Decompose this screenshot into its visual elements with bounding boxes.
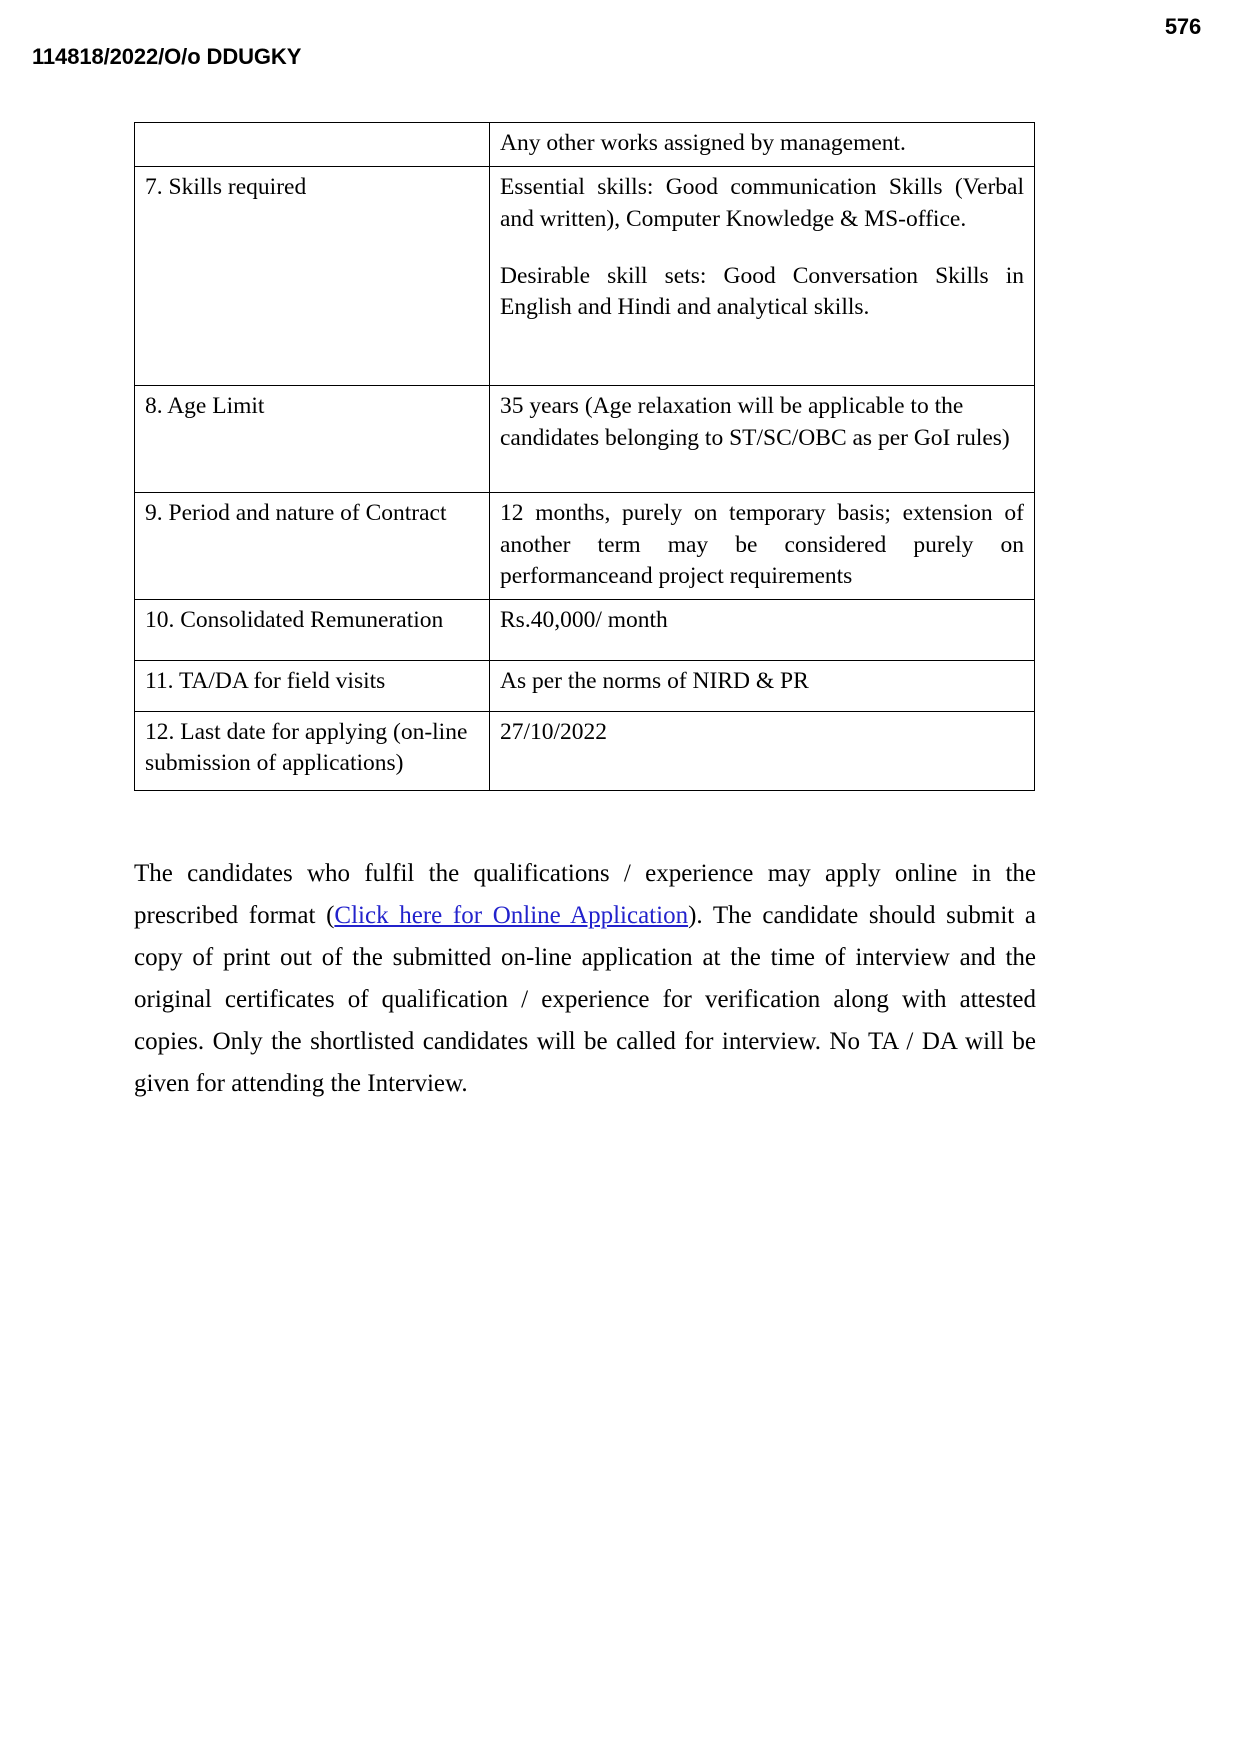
desirable-skills-text: Desirable skill sets: Good Conversation Skills in English and Hindi and analytical skills.: [500, 262, 1024, 320]
essential-skills-text: Essential skills: Good communication Skills (Verbal and written), Computer Knowledge & MS-office.: [500, 174, 1024, 232]
table-cell-label: 11. TA/DA for field visits: [135, 661, 490, 712]
table-row: [135, 123, 1035, 167]
table-cell-value: 12 months, purely on temporary basis; extension of another term may be considered purely on performanceand project requirements: [490, 493, 1035, 600]
table-cell-value: As per the norms of NIRD & PR: [490, 661, 1035, 712]
table-cell-value: 27/10/2022: [490, 712, 1035, 791]
instructions-paragraph: [134, 853, 1036, 1105]
table-cell-value: 35 years (Age relaxation will be applicable to the candidates belonging to ST/SC/OBC as per GoI rules): [490, 386, 1035, 493]
page-number: 576: [1164, 14, 1201, 39]
paragraph-text-after-link: ). The candidate should submit a copy of print out of the submitted on-line application at the time of interview and the original certificates of qualification / experience for verification along with attested copies. Only the shortlisted candidates will be called for interview. No TA / DA will be given for attending the Interview.: [134, 902, 1036, 1097]
table-row: [135, 600, 1035, 661]
table-cell-label: 8. Age Limit: [135, 386, 490, 493]
table-cell-label: 9. Period and nature of Contract: [135, 493, 490, 600]
online-application-link[interactable]: Click here for Online Application: [334, 902, 689, 929]
cell-spacer: [500, 235, 1024, 261]
table-row: [135, 386, 1035, 493]
table-row: [135, 167, 1035, 386]
table-row: [135, 712, 1035, 791]
table-row: [135, 661, 1035, 712]
table-cell-label: 12. Last date for applying (on-line submission of applications): [135, 712, 490, 791]
table-cell-value: Rs.40,000/ month: [490, 600, 1035, 661]
table-cell-label: 7. Skills required: [135, 167, 490, 386]
file-reference-header: 114818/2022/O/o DDUGKY: [32, 44, 302, 69]
table-cell-value: Any other works assigned by management.: [490, 123, 1035, 167]
paragraph-text-before-link: The candidates who fulfil the qualifications / experience may apply online in the prescribed format (: [134, 860, 1036, 929]
table-cell-value: [490, 167, 1035, 386]
table-cell-label: 10. Consolidated Remuneration: [135, 600, 490, 661]
table-row: [135, 493, 1035, 600]
table-cell-label: [135, 123, 490, 167]
details-table-container: [134, 122, 1034, 791]
job-details-table: [134, 122, 1035, 791]
